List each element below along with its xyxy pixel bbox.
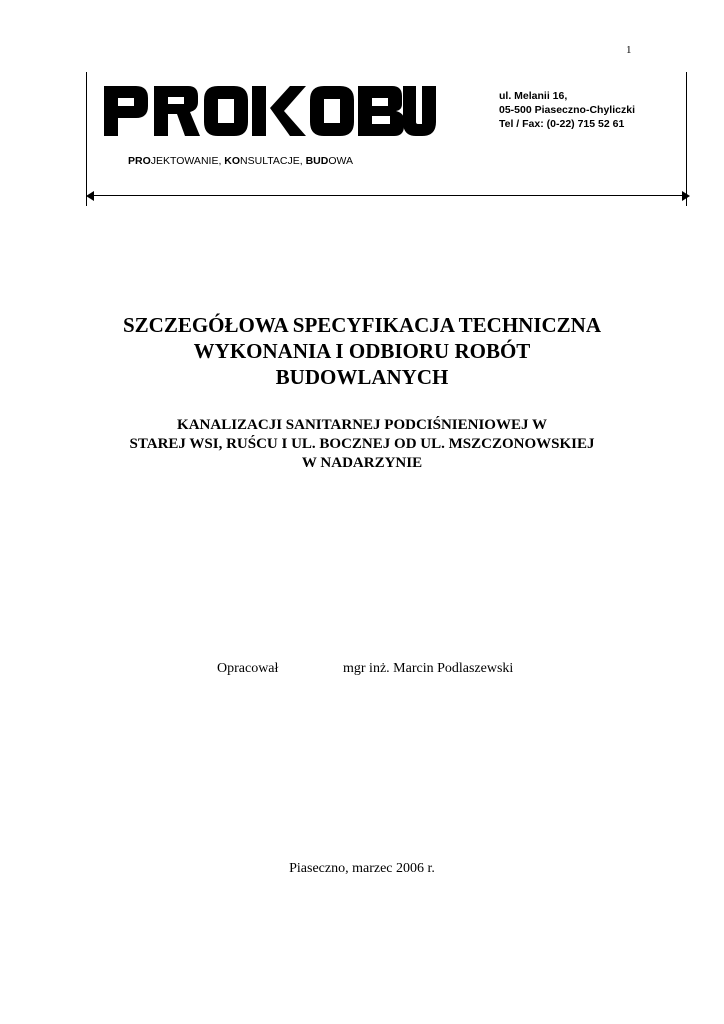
subtitle-line-2: STAREJ WSI, RUŚCU I UL. BOCZNEJ OD UL. MSZCZONOWSKIEJ (129, 436, 595, 452)
company-address (499, 89, 635, 131)
subtitle-line-3: W NADARZYNIE (301, 455, 423, 471)
tagline-part-2-rest: NSULTACJE, (240, 155, 306, 167)
author-label: Opracował (217, 661, 279, 676)
document-subtitle (40, 416, 684, 473)
address-city: 05-500 Piaseczno-Chyliczki (499, 104, 635, 116)
header-right-border (686, 72, 687, 206)
prokobud-logo-graphic (102, 80, 442, 140)
tagline-part-2-bold: KO (224, 155, 241, 167)
tagline-part-3-bold: BUD (305, 155, 329, 167)
company-logo (102, 80, 442, 145)
tagline-part-3-rest: OWA (328, 155, 354, 167)
author-name: mgr inż. Marcin Podlaszewski (343, 661, 514, 676)
header-left-border (86, 72, 87, 206)
title-line-2: WYKONANIA I ODBIORU ROBÓT (193, 339, 531, 363)
title-line-1: SZCZEGÓŁOWA SPECYFIKACJA TECHNICZNA (122, 313, 602, 337)
company-tagline (128, 155, 353, 167)
address-street: ul. Melanii 16, (499, 90, 568, 102)
arrow-right-icon (682, 191, 690, 201)
place-and-date: Piaseczno, marzec 2006 r. (289, 861, 435, 876)
tagline-part-1-bold: PRO (128, 155, 151, 167)
address-phone: Tel / Fax: (0-22) 715 52 61 (499, 118, 625, 130)
page-number: 1 (626, 44, 632, 56)
header-dimension-line (90, 195, 686, 196)
arrow-left-icon (86, 191, 94, 201)
tagline-part-1-rest: JEKTOWANIE, (150, 155, 225, 167)
title-line-3: BUDOWLANYCH (275, 365, 449, 389)
document-title (60, 312, 664, 390)
subtitle-line-1: KANALIZACJI SANITARNEJ PODCIŚNIENIOWEJ W (177, 417, 547, 433)
